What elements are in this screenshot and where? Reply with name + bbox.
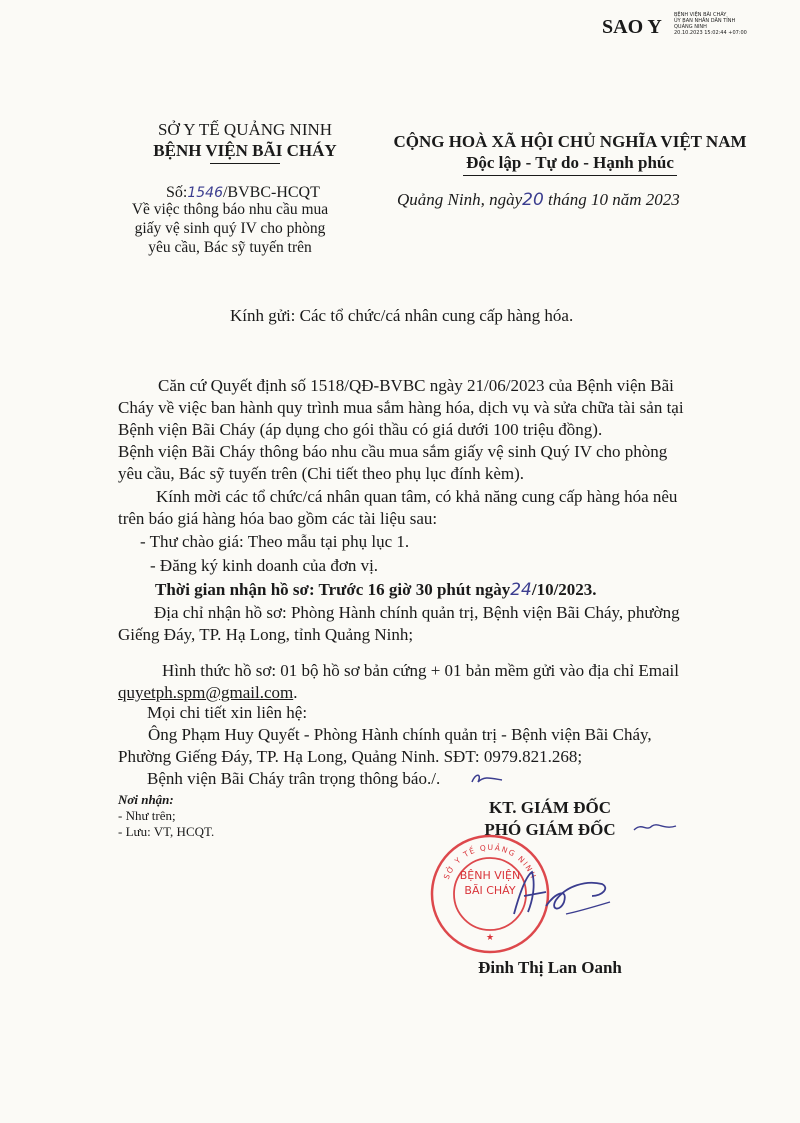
body-line: Bệnh viện Bãi Cháy thông báo nhu cầu mua sắm giấy vệ sinh Quý IV cho phòng (118, 442, 668, 461)
initial-mark (468, 770, 508, 790)
deadline-day-handwritten: 24 (510, 580, 532, 600)
contact-email: quyetph.spm@gmail.com (118, 683, 294, 702)
motto-underline (463, 175, 677, 176)
submission-format (118, 660, 778, 704)
contact-person (118, 724, 778, 768)
deadline (155, 579, 597, 601)
paragraph-need (118, 441, 758, 485)
copy-stamp-label: SAO Y (602, 16, 662, 38)
subject (100, 200, 360, 257)
body-line: Hình thức hồ sơ: 01 bộ hồ sơ bản cứng + 01 bản mềm gửi vào địa chỉ Email (162, 661, 679, 680)
bullet-business-registration: - Đăng ký kinh doanh của đơn vị. (150, 556, 379, 575)
signer-name: Đinh Thị Lan Oanh (478, 958, 622, 977)
body-line: Kính mời các tổ chức/cá nhân quan tâm, có khả năng cung cấp hàng hóa nêu (156, 487, 678, 506)
motto: Độc lập - Tự do - Hạnh phúc (466, 153, 674, 172)
body-line: Giếng Đáy, TP. Hạ Long, tỉnh Quảng Ninh; (118, 625, 414, 644)
recipients-title: Nơi nhận: (118, 792, 174, 807)
submission-address (118, 602, 778, 646)
place-date (397, 190, 680, 210)
bullet-quotation: - Thư chào giá: Theo mẫu tại phụ lục 1. (140, 532, 410, 551)
closing-line: Bệnh viện Bãi Cháy trân trọng thông báo./. (147, 769, 441, 788)
body-line: Căn cứ Quyết định số 1518/QĐ-BVBC ngày 21/06/2023 của Bệnh viện Bãi (158, 376, 674, 395)
email-end: . (293, 683, 298, 702)
copy-stamp-line: BỆNH VIỆN BÃI CHÁY (674, 12, 727, 18)
copy-stamp-details (674, 12, 788, 36)
copy-stamp-line: ỦY BAN NHÂN DÂN TỈNH (674, 18, 736, 24)
body-line: Địa chỉ nhận hồ sơ: Phòng Hành chính quản trị, Bệnh viện Bãi Cháy, phường (154, 603, 680, 622)
date-suffix: tháng 10 năm 2023 (543, 190, 680, 209)
hospital-name: BỆNH VIỆN BÃI CHÁY (153, 141, 337, 160)
copy-stamp-line: QUẢNG NINH (674, 24, 707, 30)
deadline-suffix: /10/2023. (531, 580, 597, 599)
body-line: yêu cầu, Bác sỹ tuyến trên (Chi tiết theo phụ lục đính kèm). (118, 464, 525, 483)
recipients-block (118, 792, 214, 840)
body-line: Bệnh viện Bãi Cháy (áp dụng cho gói thầu có giá dưới 100 triệu đồng). (118, 420, 603, 439)
contact-intro: Mọi chi tiết xin liên hệ: (147, 703, 308, 722)
svg-text:★: ★ (485, 932, 495, 942)
recipients-item: - Như trên; (118, 808, 176, 823)
header-left-underline (210, 163, 280, 164)
recipient-line: Kính gửi: Các tổ chức/cá nhân cung cấp hàng hóa. (230, 306, 574, 325)
republic-title: CỘNG HOÀ XÃ HỘI CHỦ NGHĨA VIỆT NAM (393, 132, 747, 151)
handwritten-signature (506, 862, 616, 922)
copy-stamp-line: 20.10.2023 15:02:44 +07:00 (674, 30, 747, 36)
recipients-item: - Lưu: VT, HCQT. (118, 824, 215, 839)
number-suffix: /BVBC-HCQT (222, 184, 320, 201)
body-line: Phường Giếng Đáy, TP. Hạ Long, Quảng Ninh. SĐT: 0979.821.268; (118, 747, 583, 766)
paragraph-invitation (118, 486, 758, 530)
number-handwritten: 1546 (187, 185, 223, 201)
header-left (110, 120, 380, 164)
header-right (350, 132, 790, 176)
date-day-handwritten: 20 (522, 190, 544, 210)
body-line: Ông Phạm Huy Quyết - Phòng Hành chính quản trị - Bệnh viện Bãi Cháy, (148, 725, 652, 744)
seal-center-line: BỆNH VIỆN (459, 869, 521, 882)
seal-center-line: BÃI CHÁY (464, 884, 516, 897)
copy-stamp (602, 10, 788, 44)
body-line: trên báo giá hàng hóa bao gồm các tài liệu sau: (118, 509, 438, 528)
subject-line: giấy vệ sinh quý IV cho phòng (134, 220, 326, 237)
subject-line: yêu cầu, Bác sỹ tuyến trên (148, 239, 312, 256)
signature-line2: PHÓ GIÁM ĐỐC (484, 820, 616, 839)
paragraph-legal-basis (118, 375, 758, 441)
seal-top-text: SỞ Y TẾ QUẢNG NINH (441, 842, 539, 881)
initial-mark (630, 818, 680, 838)
ministry-name: SỞ Y TẾ QUẢNG NINH (157, 120, 333, 139)
body-line: Cháy về việc ban hành quy trình mua sắm hàng hóa, dịch vụ và sửa chữa tài sản tại (118, 398, 684, 417)
subject-line: Về việc thông báo nhu cầu mua (131, 201, 329, 218)
number-prefix: Số: (166, 184, 188, 201)
deadline-prefix: Thời gian nhận hồ sơ: Trước 16 giờ 30 phút ngày (155, 580, 511, 599)
signature-line1: KT. GIÁM ĐỐC (489, 798, 611, 817)
date-prefix: Quảng Ninh, ngày (397, 190, 523, 209)
